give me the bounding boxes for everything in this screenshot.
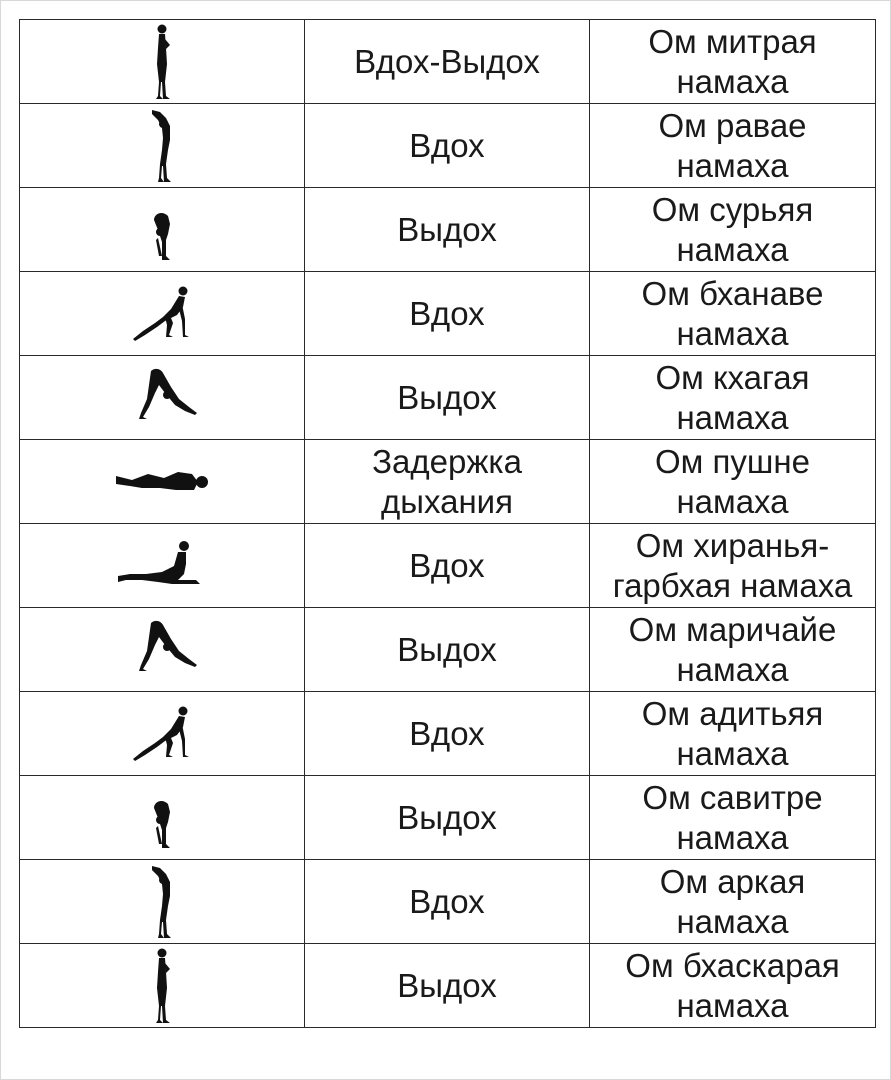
breath-text: Вдох: [409, 882, 485, 920]
mantra-cell: [590, 860, 876, 944]
breath-text: Вдох: [409, 546, 485, 584]
breath-text: Задержка дыхания: [372, 442, 522, 520]
mantra-line-1: Ом бханаве: [641, 274, 824, 312]
mantra-line-2: намаха: [676, 230, 789, 268]
table-row: [20, 104, 876, 188]
mantra-line-1: Ом аркая: [659, 862, 806, 900]
mantra-line-1: Ом сурьяя: [651, 190, 814, 228]
mantra-line-2: намаха: [676, 902, 789, 940]
mantra-cell: [590, 272, 876, 356]
mantra-line-1: Ом митрая: [648, 22, 817, 60]
breath-text: Вдох: [409, 714, 485, 752]
mantra-cell: [590, 440, 876, 524]
pose-cell: [20, 692, 305, 776]
mantra-line-1: Ом маричайе: [628, 610, 837, 648]
breath-cell: [305, 188, 590, 272]
pose-downward-dog-icon: [117, 363, 207, 433]
table-row: [20, 860, 876, 944]
mantra-cell: [590, 524, 876, 608]
breath-text: Выдох: [397, 210, 497, 248]
pose-prone-icon: [112, 462, 212, 502]
pose-cell: [20, 608, 305, 692]
table-row: [20, 776, 876, 860]
table-row: [20, 692, 876, 776]
mantra-line-2: намаха: [676, 398, 789, 436]
mantra-cell: [590, 104, 876, 188]
mantra-cell: [590, 944, 876, 1028]
mantra-line-2: намаха: [676, 314, 789, 352]
breath-cell: [305, 608, 590, 692]
mantra-line-1: Ом равае: [658, 106, 807, 144]
pose-cell: [20, 524, 305, 608]
mantra-line-2: намаха: [676, 650, 789, 688]
breath-cell: [305, 944, 590, 1028]
breath-text: Выдох: [397, 798, 497, 836]
mantra-line-2: намаха: [676, 734, 789, 772]
breath-cell: [305, 524, 590, 608]
breath-text: Выдох: [397, 630, 497, 668]
mantra-line-2: намаха: [676, 62, 789, 100]
breath-text: Вдох: [409, 294, 485, 332]
table-row: [20, 524, 876, 608]
mantra-line-1: Ом кхагая: [655, 358, 810, 396]
pose-backbend-icon: [132, 862, 192, 942]
pose-cell: [20, 356, 305, 440]
breath-cell: [305, 692, 590, 776]
table-row: [20, 188, 876, 272]
mantra-line-1: Ом хиранья-: [635, 526, 830, 564]
mantra-line-2: намаха: [676, 146, 789, 184]
table-row: [20, 608, 876, 692]
pose-cell: [20, 20, 305, 104]
breath-cell: [305, 20, 590, 104]
pose-downward-dog-icon: [117, 615, 207, 685]
mantra-line-1: Ом адитьяя: [641, 694, 824, 732]
pose-forward-fold-icon: [132, 778, 192, 858]
breath-cell: [305, 104, 590, 188]
mantra-line-1: Ом пушне: [655, 442, 810, 480]
pose-cell: [20, 776, 305, 860]
mantra-line-2: намаха: [676, 482, 789, 520]
mantra-line-2: намаха: [676, 986, 789, 1024]
mantra-cell: [590, 188, 876, 272]
pose-cell: [20, 104, 305, 188]
breath-cell: [305, 440, 590, 524]
table-row: [20, 272, 876, 356]
breath-cell: [305, 776, 590, 860]
breath-cell: [305, 356, 590, 440]
pose-cell: [20, 944, 305, 1028]
pose-standing-prayer-icon: [132, 22, 192, 102]
breath-text: Вдох-Выдох: [354, 42, 540, 80]
breath-cell: [305, 272, 590, 356]
mantra-cell: [590, 20, 876, 104]
pose-lunge-icon: [117, 699, 207, 769]
table-row: [20, 440, 876, 524]
pose-cell: [20, 188, 305, 272]
mantra-cell: [590, 776, 876, 860]
breath-cell: [305, 860, 590, 944]
pose-cobra-icon: [112, 536, 212, 596]
sun-salutation-table: [19, 19, 876, 1028]
table-row: [20, 20, 876, 104]
mantra-line-2: гарбхая намаха: [612, 566, 853, 604]
pose-cell: [20, 440, 305, 524]
mantra-line-1: Ом савитре: [642, 778, 823, 816]
breath-text: Выдох: [397, 378, 497, 416]
pose-cell: [20, 272, 305, 356]
pose-standing-prayer-icon: [132, 946, 192, 1026]
mantra-line-1: Ом бхаскарая: [625, 946, 840, 984]
pose-forward-fold-icon: [132, 190, 192, 270]
breath-text: Выдох: [397, 966, 497, 1004]
mantra-line-2: намаха: [676, 818, 789, 856]
table-row: [20, 944, 876, 1028]
breath-text: Вдох: [409, 126, 485, 164]
mantra-cell: [590, 356, 876, 440]
table-row: [20, 356, 876, 440]
pose-cell: [20, 860, 305, 944]
mantra-cell: [590, 692, 876, 776]
pose-lunge-icon: [117, 279, 207, 349]
pose-backbend-icon: [132, 106, 192, 186]
mantra-cell: [590, 608, 876, 692]
